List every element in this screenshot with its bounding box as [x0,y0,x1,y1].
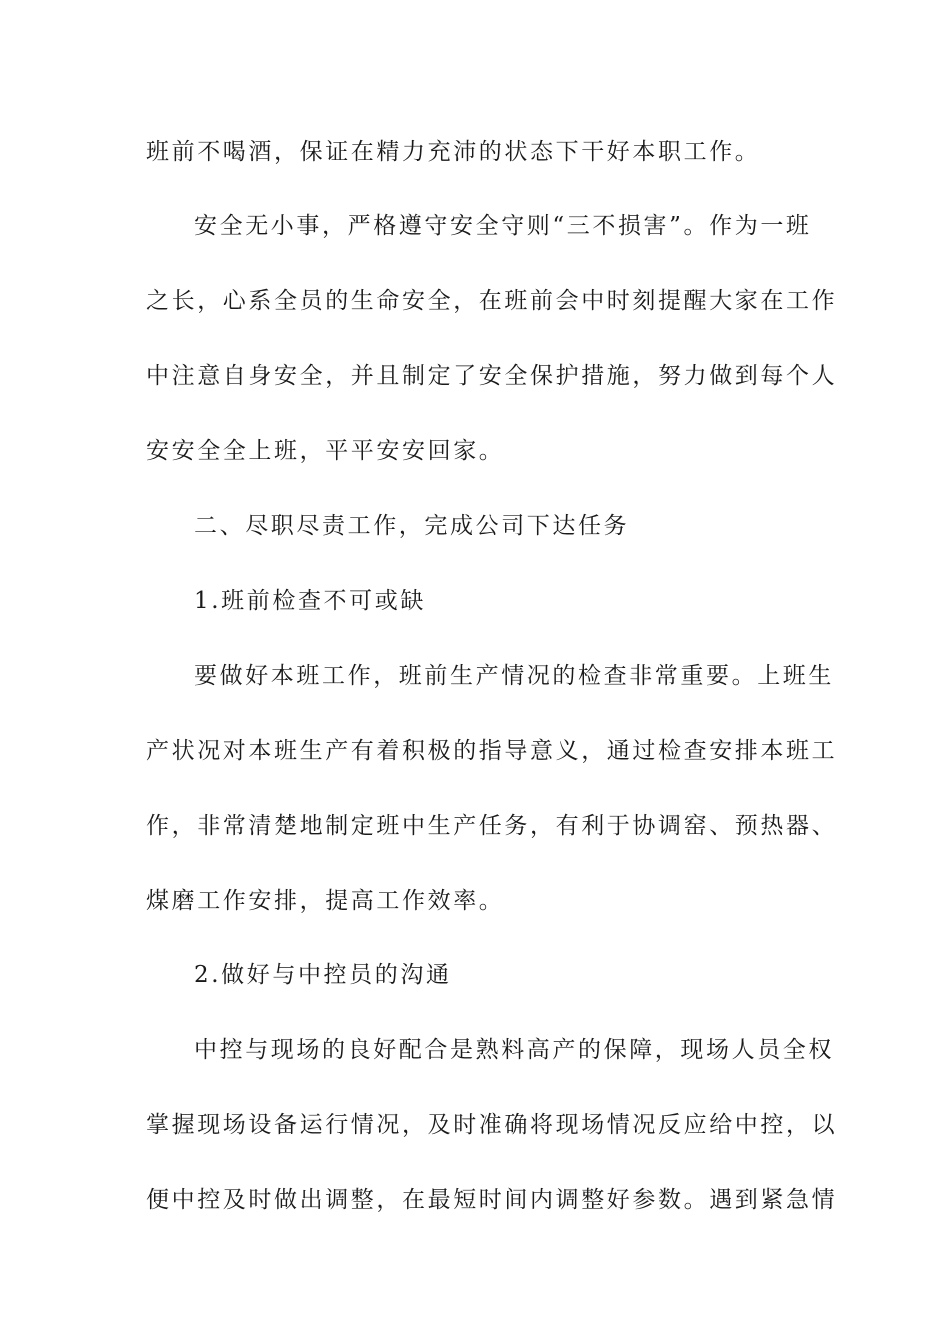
section-heading: 二、尽职尽责工作，完成公司下达任务 [194,513,630,539]
paragraph-line: 作，非常清楚地制定班中生产任务，有利于协调窑、预热器、 [146,813,838,839]
paragraph-line: 掌握现场设备运行情况，及时准确将现场情况反应给中控，以 [146,1112,838,1138]
subsection-heading: 1.班前检查不可或缺 [194,588,426,614]
paragraph-line: 煤磨工作安排，提高工作效率。 [146,888,505,914]
paragraph-line: 便中控及时做出调整，在最短时间内调整好参数。遇到紧急情 [146,1187,838,1213]
paragraph-line: 安安全全上班，平平安安回家。 [146,438,505,464]
paragraph-line: 中控与现场的良好配合是熟料高产的保障，现场人员全权 [194,1037,834,1063]
paragraph-line: 安全无小事，严格遵守安全守则“三不损害”。作为一班 [194,213,812,239]
paragraph-line: 中注意自身安全，并且制定了安全保护措施，努力做到每个人 [146,363,838,389]
paragraph-line: 班前不喝酒，保证在精力充沛的状态下干好本职工作。 [146,139,761,165]
paragraph-line: 要做好本班工作，班前生产情况的检查非常重要。上班生 [194,663,834,689]
paragraph-line: 之长，心系全员的生命安全，在班前会中时刻提醒大家在工作 [146,288,838,314]
paragraph-line: 产状况对本班生产有着积极的指导意义，通过检查安排本班工 [146,738,838,764]
subsection-heading: 2.做好与中控员的沟通 [194,962,452,988]
